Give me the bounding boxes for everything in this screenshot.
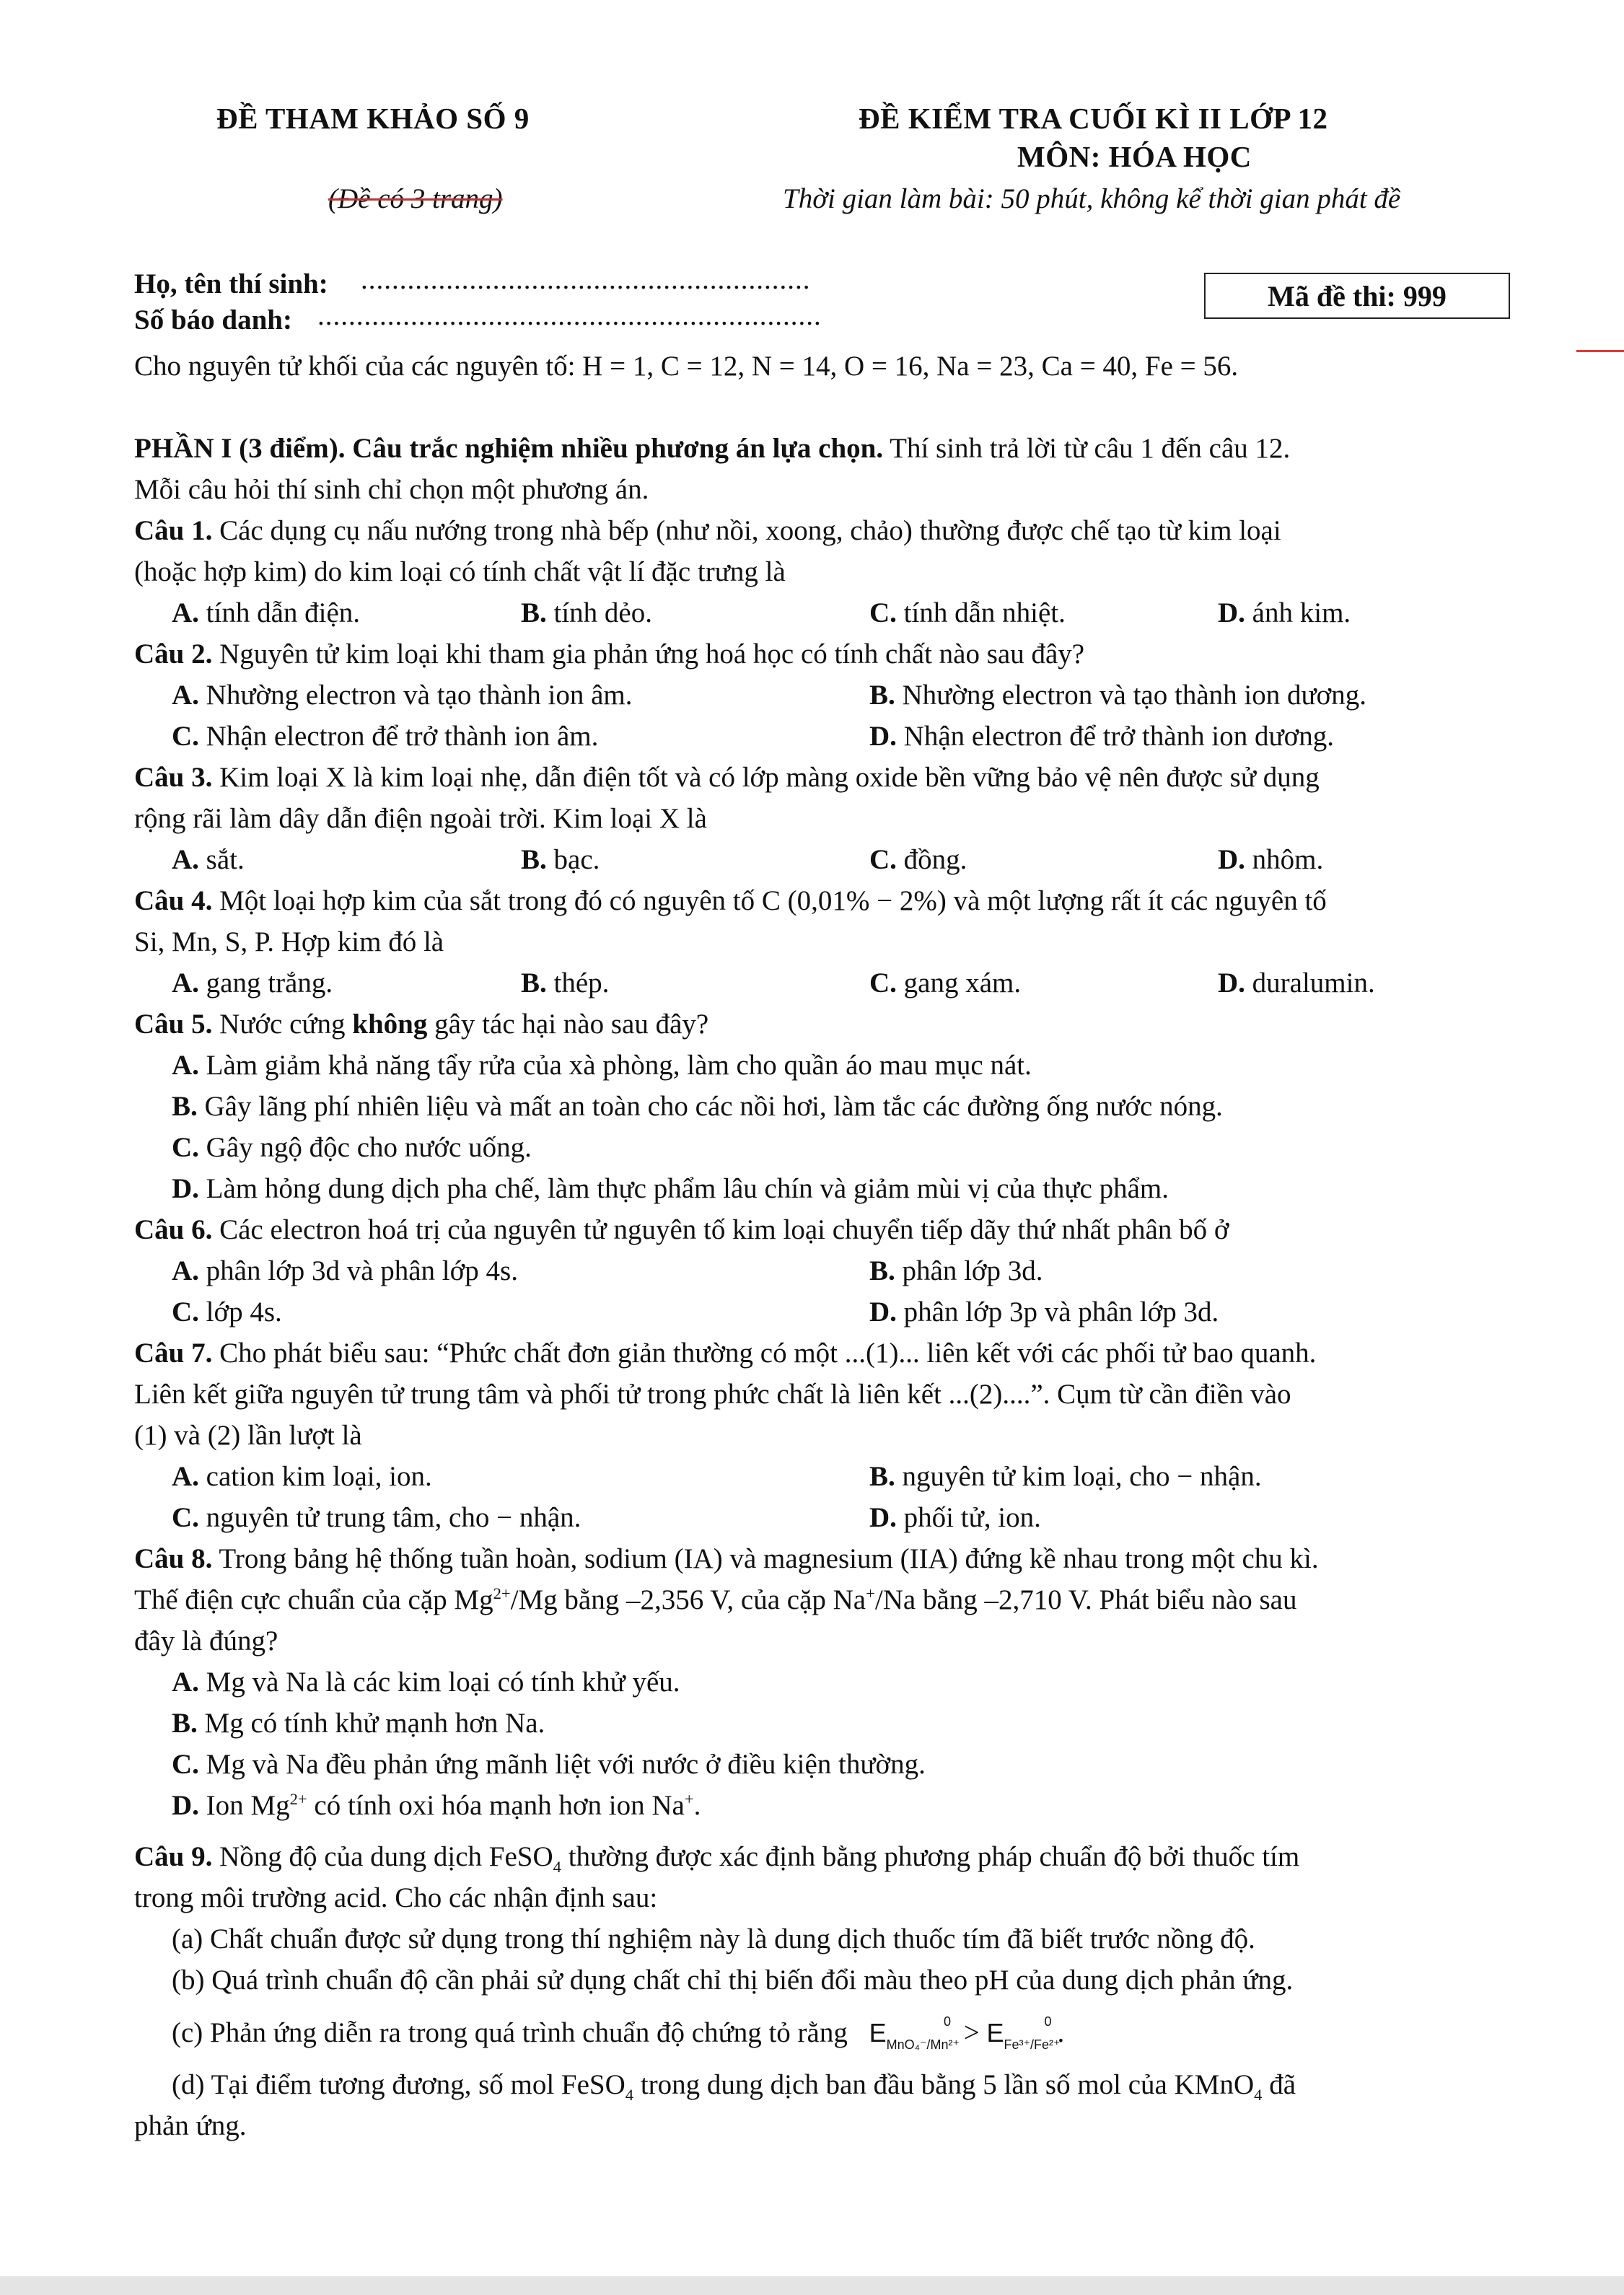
q9-line2: trong môi trường acid. Cho các nhận định sau:: [134, 1882, 658, 1913]
q8-line1: Câu 8. Trong bảng hệ thống tuần hoàn, sodium (IA) và magnesium (IIA) đứng kề nhau trong một chu kì.: [134, 1543, 1319, 1574]
page-bottom-edge: [0, 2276, 1624, 2295]
q6-option-a[interactable]: A. phân lớp 3d và phân lớp 4s.: [172, 1255, 518, 1286]
q5-line1: Câu 5. Nước cứng không gây tác hại nào sau đây?: [134, 1009, 709, 1040]
q7-option-b[interactable]: B. nguyên tử kim loại, cho − nhận.: [869, 1461, 1262, 1492]
q3-line2: rộng rãi làm dây dẫn điện ngoài trời. Kim loại X là: [134, 803, 707, 834]
q6-option-c[interactable]: C. lớp 4s.: [172, 1296, 282, 1328]
q1-option-b[interactable]: B. tính dẻo.: [521, 597, 652, 628]
q8-line2: Thế điện cực chuẩn của cặp $Mg^{2+}/Mg$ bằng –2,356 V, của cặp Na+/Na bằng –2,710 V. Phát biểu nào sau: [134, 1584, 1297, 1615]
part1-title: PHẦN I (3 điểm). Câu trắc nghiệm nhiều phương án lựa chọn. Thí sinh trả lời từ câu 1 đến câu 12.: [134, 433, 1291, 464]
q2-option-d[interactable]: D. Nhận electron để trở thành ion dương.: [869, 721, 1334, 752]
q8-option-a[interactable]: A. Mg và Na là các kim loại có tính khử yếu.: [172, 1667, 680, 1698]
q4-line1: Câu 4. Một loại hợp kim của sắt trong đó có nguyên tố C (0,01% − 2%) và một lượng rất ít các nguyên tố: [134, 885, 1327, 916]
q2-option-b[interactable]: B. Nhường electron và tạo thành ion dương.: [869, 680, 1366, 711]
exam-ref-title: ĐỀ THAM KHẢO SỐ 9: [216, 102, 530, 135]
q9-statement-a: (a) Chất chuẩn được sử dụng trong thí nghiệm này là dung dịch thuốc tím đã biết trước nồng độ.: [172, 1923, 1255, 1954]
margin-mark: [1576, 350, 1624, 352]
q3-option-a[interactable]: A. sắt.: [172, 844, 245, 875]
q9-line1: Câu 9. Nồng độ của dung dịch FeSO$_4$ thường được xác định bằng phương pháp chuẩn độ bởi thuốc tím: [134, 1841, 1300, 1876]
q6-line1: Câu 6. Các electron hoá trị của nguyên tử nguyên tố kim loại chuyển tiếp dãy thứ nhất phân bố ở: [134, 1214, 1229, 1245]
part1-instruction: Mỗi câu hỏi thí sinh chỉ chọn một phương án.: [134, 474, 649, 505]
q2-option-c[interactable]: C. Nhận electron để trở thành ion âm.: [172, 721, 599, 752]
q7-option-c[interactable]: C. nguyên tử trung tâm, cho − nhận.: [172, 1502, 581, 1533]
q1-line1: Câu 1. Các dụng cụ nấu nướng trong nhà bếp (như nồi, xoong, chảo) thường được chế tạo từ kim loại: [134, 515, 1281, 546]
q4-option-d[interactable]: D. duralumin.: [1218, 967, 1375, 999]
q2-option-a[interactable]: A. Nhường electron và tạo thành ion âm.: [172, 680, 633, 711]
q8-line3: đây là đúng?: [134, 1625, 278, 1656]
q7-option-d[interactable]: D. phối tử, ion.: [869, 1502, 1041, 1533]
pages-note: (Đề có 3 trang): [328, 183, 503, 214]
q6-option-d[interactable]: D. phân lớp 3p và phân lớp 3d.: [869, 1296, 1219, 1328]
exam-code: Mã đề thi: 999: [1268, 279, 1447, 312]
q3-option-d[interactable]: D. nhôm.: [1218, 844, 1324, 875]
q9-potential-fe: $E_{Fe^{3+}/Fe^{2+}}^0$: [986, 2014, 1061, 2052]
subject-title: MÔN: HÓA HỌC: [1017, 140, 1252, 173]
q4-option-c[interactable]: C. gang xám.: [869, 967, 1022, 999]
q7-line3: (1) và (2) lần lượt là: [134, 1420, 362, 1451]
q9-potential-mno4: $E_{MnO_4^-/Mn^{2+}}^0$: [869, 2014, 960, 2052]
q5-option-c[interactable]: C. Gây ngộ độc cho nước uống.: [172, 1132, 532, 1163]
q3-option-c[interactable]: C. đồng.: [869, 844, 967, 875]
q3-line1: Câu 3. Kim loại X là kim loại nhẹ, dẫn điện tốt và có lớp màng oxide bền vững bảo vệ nên được sử dụng: [134, 762, 1320, 793]
time-note: Thời gian làm bài: 50 phút, không kể thời gian phát đề: [783, 183, 1401, 214]
q8-option-d[interactable]: D. Ion $Mg^{2+}$ có tính oxi hóa mạnh hơn ion Na+.: [172, 1790, 701, 1821]
candidate-name-dots: ..........................................................: [361, 264, 811, 295]
q9-statement-d: (d) Tại điểm tương đương, số mol FeSO$_4$ trong dung dịch ban đầu bằng 5 lần số mol của KMnO$_4$ đã: [172, 2069, 1296, 2104]
q7-line2: Liên kết giữa nguyên tử trung tâm và phối tử trong phức chất là liên kết ...(2)....”. Cụm từ cần điền vào: [134, 1379, 1291, 1410]
q1-option-d[interactable]: D. ánh kim.: [1218, 597, 1351, 628]
q4-option-b[interactable]: B. thép.: [521, 967, 610, 999]
atomic-masses: Cho nguyên tử khối của các nguyên tố: H = 1, C = 12, N = 14, O = 16, Na = 23, Ca = 40, Fe = 56.: [134, 351, 1239, 382]
exam-main-title: ĐỀ KIỂM TRA CUỐI KÌ II LỚP 12: [859, 102, 1328, 135]
q1-option-a[interactable]: A. tính dẫn điện.: [172, 597, 361, 628]
q8-option-b[interactable]: B. Mg có tính khử mạnh hơn Na.: [172, 1708, 545, 1739]
q9-statement-c: (c) Phản ứng diễn ra trong quá trình chuẩn độ chứng tỏ rằng $E_{MnO_4^-/Mn^{2+}}^0 > E_{Fe^{3+}/Fe^{2+}}^0$ .: [172, 2014, 1065, 2052]
q1-option-c[interactable]: C. tính dẫn nhiệt.: [869, 597, 1066, 628]
q5-option-b[interactable]: B. Gây lãng phí nhiên liệu và mất an toàn cho các nồi hơi, làm tắc các đường ống nước nóng.: [172, 1091, 1223, 1122]
q5-option-d[interactable]: D. Làm hỏng dung dịch pha chế, làm thực phẩm lâu chín và giảm mùi vị của thực phẩm.: [172, 1173, 1169, 1204]
q4-line2: Si, Mn, S, P. Hợp kim đó là: [134, 926, 444, 957]
q9-statement-d-cont: phản ứng.: [134, 2110, 247, 2141]
exam-code-box: [1204, 273, 1510, 319]
q4-option-a[interactable]: A. gang trắng.: [172, 967, 333, 999]
q3-option-b[interactable]: B. bạc.: [521, 844, 600, 875]
candidate-id-label: Số báo danh:: [134, 304, 292, 335]
q7-line1: Câu 7. Cho phát biểu sau: “Phức chất đơn giản thường có một ...(1)... liên kết với các phối tử bao quanh.: [134, 1338, 1317, 1369]
q6-option-b[interactable]: B. phân lớp 3d.: [869, 1255, 1043, 1286]
q9-statement-b: (b) Quá trình chuẩn độ cần phải sử dụng chất chỉ thị biến đổi màu theo pH của dung dịch phản ứng.: [172, 1965, 1294, 1996]
q2-line1: Câu 2. Nguyên tử kim loại khi tham gia phản ứng hoá học có tính chất nào sau đây?: [134, 639, 1085, 670]
q5-option-a[interactable]: A. Làm giảm khả năng tẩy rửa của xà phòng, làm cho quần áo mau mục nát.: [172, 1050, 1032, 1081]
q8-option-c[interactable]: C. Mg và Na đều phản ứng mãnh liệt với nước ở điều kiện thường.: [172, 1749, 926, 1780]
candidate-id-dots: .................................................................: [317, 300, 822, 331]
q1-line2: (hoặc hợp kim) do kim loại có tính chất vật lí đặc trưng là: [134, 556, 786, 587]
q7-option-a[interactable]: A. cation kim loại, ion.: [172, 1461, 432, 1492]
candidate-name-label: Họ, tên thí sinh:: [134, 268, 328, 299]
